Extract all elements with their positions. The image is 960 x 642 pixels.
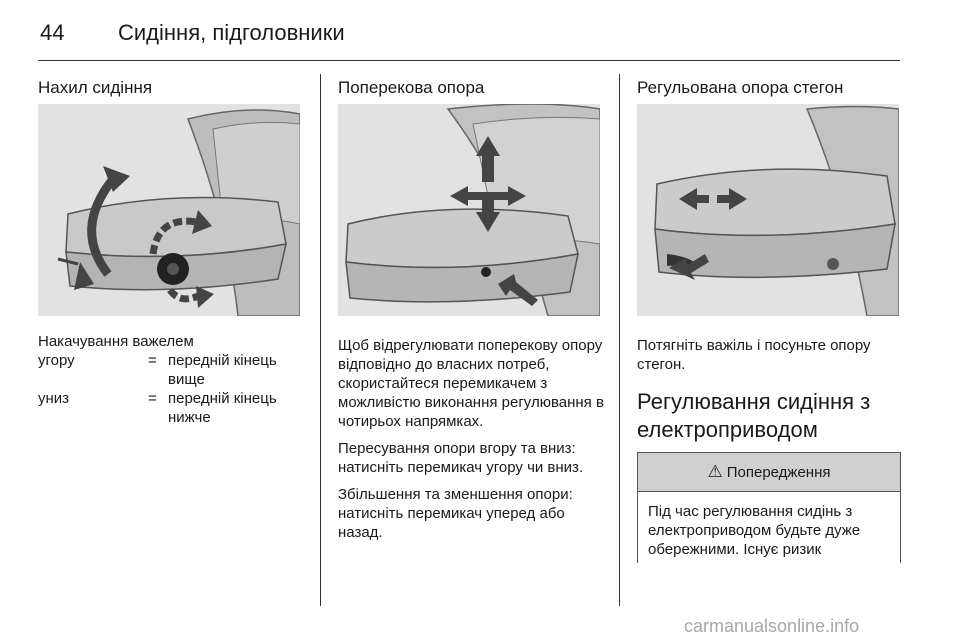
warning-icon: ⚠ — [707, 462, 723, 481]
column-divider-2 — [619, 74, 620, 606]
column-thigh-support — [637, 76, 901, 563]
thigh-support-figure — [637, 104, 899, 316]
definition-row — [38, 351, 300, 389]
lumbar-paragraph: Збільшення та зменшення опори: натисніть перемикач уперед або назад. — [338, 486, 573, 541]
watermark: carmanualsonline.info — [684, 616, 860, 636]
equals-sign: = — [148, 390, 157, 407]
direction-description: передній кінець вище — [168, 352, 277, 388]
equals-sign: = — [148, 352, 157, 369]
warning-text: Під час регулювання сидінь з електроприводом будьте дуже обережними. Існує ризик — [648, 503, 861, 558]
column-divider-1 — [320, 74, 321, 606]
header-divider — [38, 60, 900, 61]
warning-header — [638, 453, 900, 492]
thigh-support-paragraph: Потягніть важіль і посуньте опору стегон. — [637, 337, 871, 373]
direction-description: передній кінець нижче — [168, 390, 277, 426]
page-header — [38, 14, 900, 50]
lumbar-paragraph: Щоб відрегулювати поперекову опору відповідно до власних потреб, скористайтеся перемикачем з можливістю виконання регулювання в чотирьох напрямках. — [338, 337, 604, 430]
direction-term: угору — [38, 352, 75, 369]
direction-term: униз — [38, 390, 70, 407]
definition-row — [38, 389, 300, 427]
warning-title: Попередження — [726, 463, 831, 481]
lumbar-paragraph: Пересування опори вгору та вниз: натисніть перемикач угору чи вниз. — [338, 440, 584, 476]
page-title: Сидіння, підголовники — [118, 20, 345, 45]
page-number: 44 — [40, 20, 65, 45]
seat-tilt-caption: Накачування важелем — [38, 333, 194, 350]
column-seat-tilt — [38, 76, 300, 427]
power-seat-heading: Регулювання сидіння з електроприводом — [637, 389, 871, 442]
section-heading-seat-tilt: Нахил сидіння — [38, 78, 153, 97]
warning-box — [637, 452, 901, 563]
lumbar-support-figure — [338, 104, 600, 316]
section-heading-thigh-support: Регульована опора стегон — [637, 78, 844, 97]
seat-tilt-figure — [38, 104, 300, 316]
column-lumbar-support — [338, 76, 606, 550]
section-heading-lumbar: Поперекова опора — [338, 78, 485, 97]
